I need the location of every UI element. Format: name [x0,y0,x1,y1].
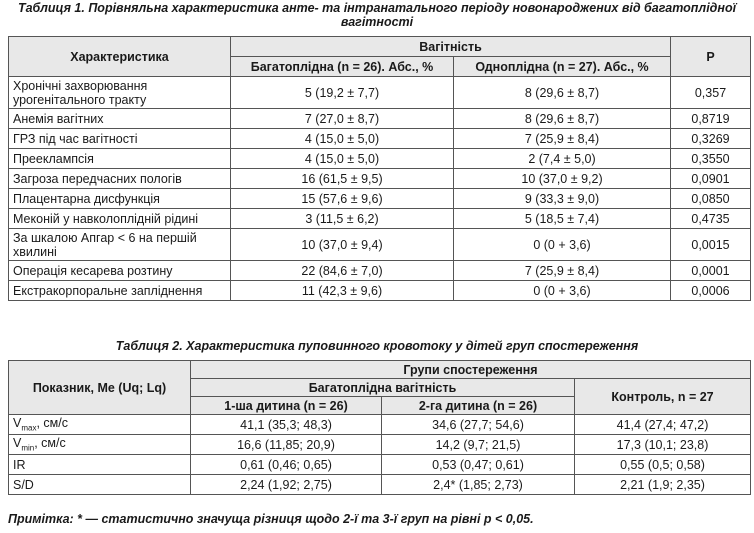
table1-head-single: Одноплідна (n = 27). Абс., % [454,57,671,77]
table2-head-child1: 1-ша дитина (n = 26) [191,397,382,415]
indicator-name: V [13,416,22,431]
table1-multi-value: 4 (15,0 ± 5,0) [231,129,454,149]
table1-multi-value: 4 (15,0 ± 5,0) [231,149,454,169]
table2-row-label [9,455,191,475]
table1-row [9,129,751,149]
table2-control-value: 0,55 (0,5; 0,58) [575,455,751,475]
table2-child2-value: 34,6 (27,7; 54,6) [382,415,575,435]
table2-control-value: 41,4 (27,4; 47,2) [575,415,751,435]
table2-row-label [9,475,191,495]
indicator-name: V [13,436,22,451]
table2-row-label [9,415,191,435]
table1-single-value: 10 (37,0 ± 9,2) [454,169,671,189]
table1-p-value: 0,0850 [671,189,751,209]
indicator-unit: , см/с [34,436,66,451]
table2-child1-value: 16,6 (11,85; 20,9) [191,435,382,455]
table2-head-groups: Групи спостереження [191,361,751,379]
table1-single-value: 8 (29,6 ± 8,7) [454,109,671,129]
table1-body [9,77,751,301]
table1-p-value: 0,0001 [671,261,751,281]
table1-p-value: 0,3550 [671,149,751,169]
table1-p-value: 0,3269 [671,129,751,149]
footnote: Примітка: * — статистично значуща різниця щодо 2-ї та 3-ї груп на рівні р < 0,05. [8,512,534,526]
table1-row [9,169,751,189]
table1-head-p: P [671,37,751,77]
table1-row-label: Меконій у навколоплідній рідині [9,209,231,229]
table1-multi-value: 11 (42,3 ± 9,6) [231,281,454,301]
table1-row-label: За шкалою Апгар < 6 на першій хвилині [9,229,231,261]
table1-p-value: 0,0006 [671,281,751,301]
indicator-subscript: min [21,443,35,453]
table1-row-label: Прееклампсія [9,149,231,169]
indicator-name: IR [13,457,26,472]
table2-head-child2: 2-га дитина (n = 26) [382,397,575,415]
table1-row-label: Загроза передчасних пологів [9,169,231,189]
table1-single-value: 9 (33,3 ± 9,0) [454,189,671,209]
table1-row [9,149,751,169]
indicator-unit: , см/с [36,416,68,431]
table1-p-value: 0,357 [671,77,751,109]
table1-row-label: Операція кесарева розтину [9,261,231,281]
table1-multi-value: 15 (57,6 ± 9,6) [231,189,454,209]
table2-row [9,415,751,435]
table1-single-value: 8 (29,6 ± 8,7) [454,77,671,109]
table1-single-value: 5 (18,5 ± 7,4) [454,209,671,229]
table1-multi-value: 5 (19,2 ± 7,7) [231,77,454,109]
table1-p-value: 0,8719 [671,109,751,129]
table2-child1-value: 0,61 (0,46; 0,65) [191,455,382,475]
indicator-name: S/D [13,477,34,492]
table1-row-label: Екстракорпоральне запліднення [9,281,231,301]
indicator-subscript: max [21,423,37,433]
table2-body [9,415,751,495]
table2-control-value: 17,3 (10,1; 23,8) [575,435,751,455]
table1-row [9,261,751,281]
table1-single-value: 2 (7,4 ± 5,0) [454,149,671,169]
table1-single-value: 0 (0 + 3,6) [454,229,671,261]
table1-head-characteristic: Характеристика [9,37,231,77]
table1-head-pregnancy: Вагітність [231,37,671,57]
table1-row [9,109,751,129]
table1-p-value: 0,4735 [671,209,751,229]
table1-multi-value: 22 (84,6 ± 7,0) [231,261,454,281]
table1-single-value: 7 (25,9 ± 8,4) [454,129,671,149]
table1-p-value: 0,0901 [671,169,751,189]
table2-child2-value: 14,2 (9,7; 21,5) [382,435,575,455]
table1-row-label: Плацентарна дисфункція [9,189,231,209]
table1-row [9,281,751,301]
table1-head-multi: Багатоплідна (n = 26). Абс., % [231,57,454,77]
table1-multi-value: 3 (11,5 ± 6,2) [231,209,454,229]
table1-row-label: Хронічні захворювання урогенітального тракту [9,77,231,109]
table1-single-value: 7 (25,9 ± 8,4) [454,261,671,281]
table2-head-indicator: Показник, Me (Uq; Lq) [9,361,191,415]
table1-p-value: 0,0015 [671,229,751,261]
table1-row [9,189,751,209]
table2-row [9,455,751,475]
table2-child2-value: 0,53 (0,47; 0,61) [382,455,575,475]
table1-single-value: 0 (0 + 3,6) [454,281,671,301]
table1-row-label: ГРЗ під час вагітності [9,129,231,149]
table2-child1-value: 2,24 (1,92; 2,75) [191,475,382,495]
table1-row [9,229,751,261]
table2-control-value: 2,21 (1,9; 2,35) [575,475,751,495]
table2-head-multi: Багатоплідна вагітність [191,379,575,397]
table2-row-label [9,435,191,455]
table2-child2-value: 2,4* (1,85; 2,73) [382,475,575,495]
table1-multi-value: 16 (61,5 ± 9,5) [231,169,454,189]
table1-row [9,77,751,109]
table1-row [9,209,751,229]
table2 [8,360,751,495]
table2-head-control: Контроль, n = 27 [575,379,751,415]
table2-row [9,475,751,495]
table1-multi-value: 7 (27,0 ± 8,7) [231,109,454,129]
table1-row-label: Анемія вагітних [9,109,231,129]
table1 [8,36,751,301]
table2-row [9,435,751,455]
table1-caption: Таблиця 1. Порівняльна характеристика анте- та інтранатального періоду новонароджених від багатоплідної вагітності [17,1,737,29]
table2-caption: Таблиця 2. Характеристика пуповинного кровотоку у дітей груп спостереження [115,339,639,353]
table2-child1-value: 41,1 (35,3; 48,3) [191,415,382,435]
table1-multi-value: 10 (37,0 ± 9,4) [231,229,454,261]
